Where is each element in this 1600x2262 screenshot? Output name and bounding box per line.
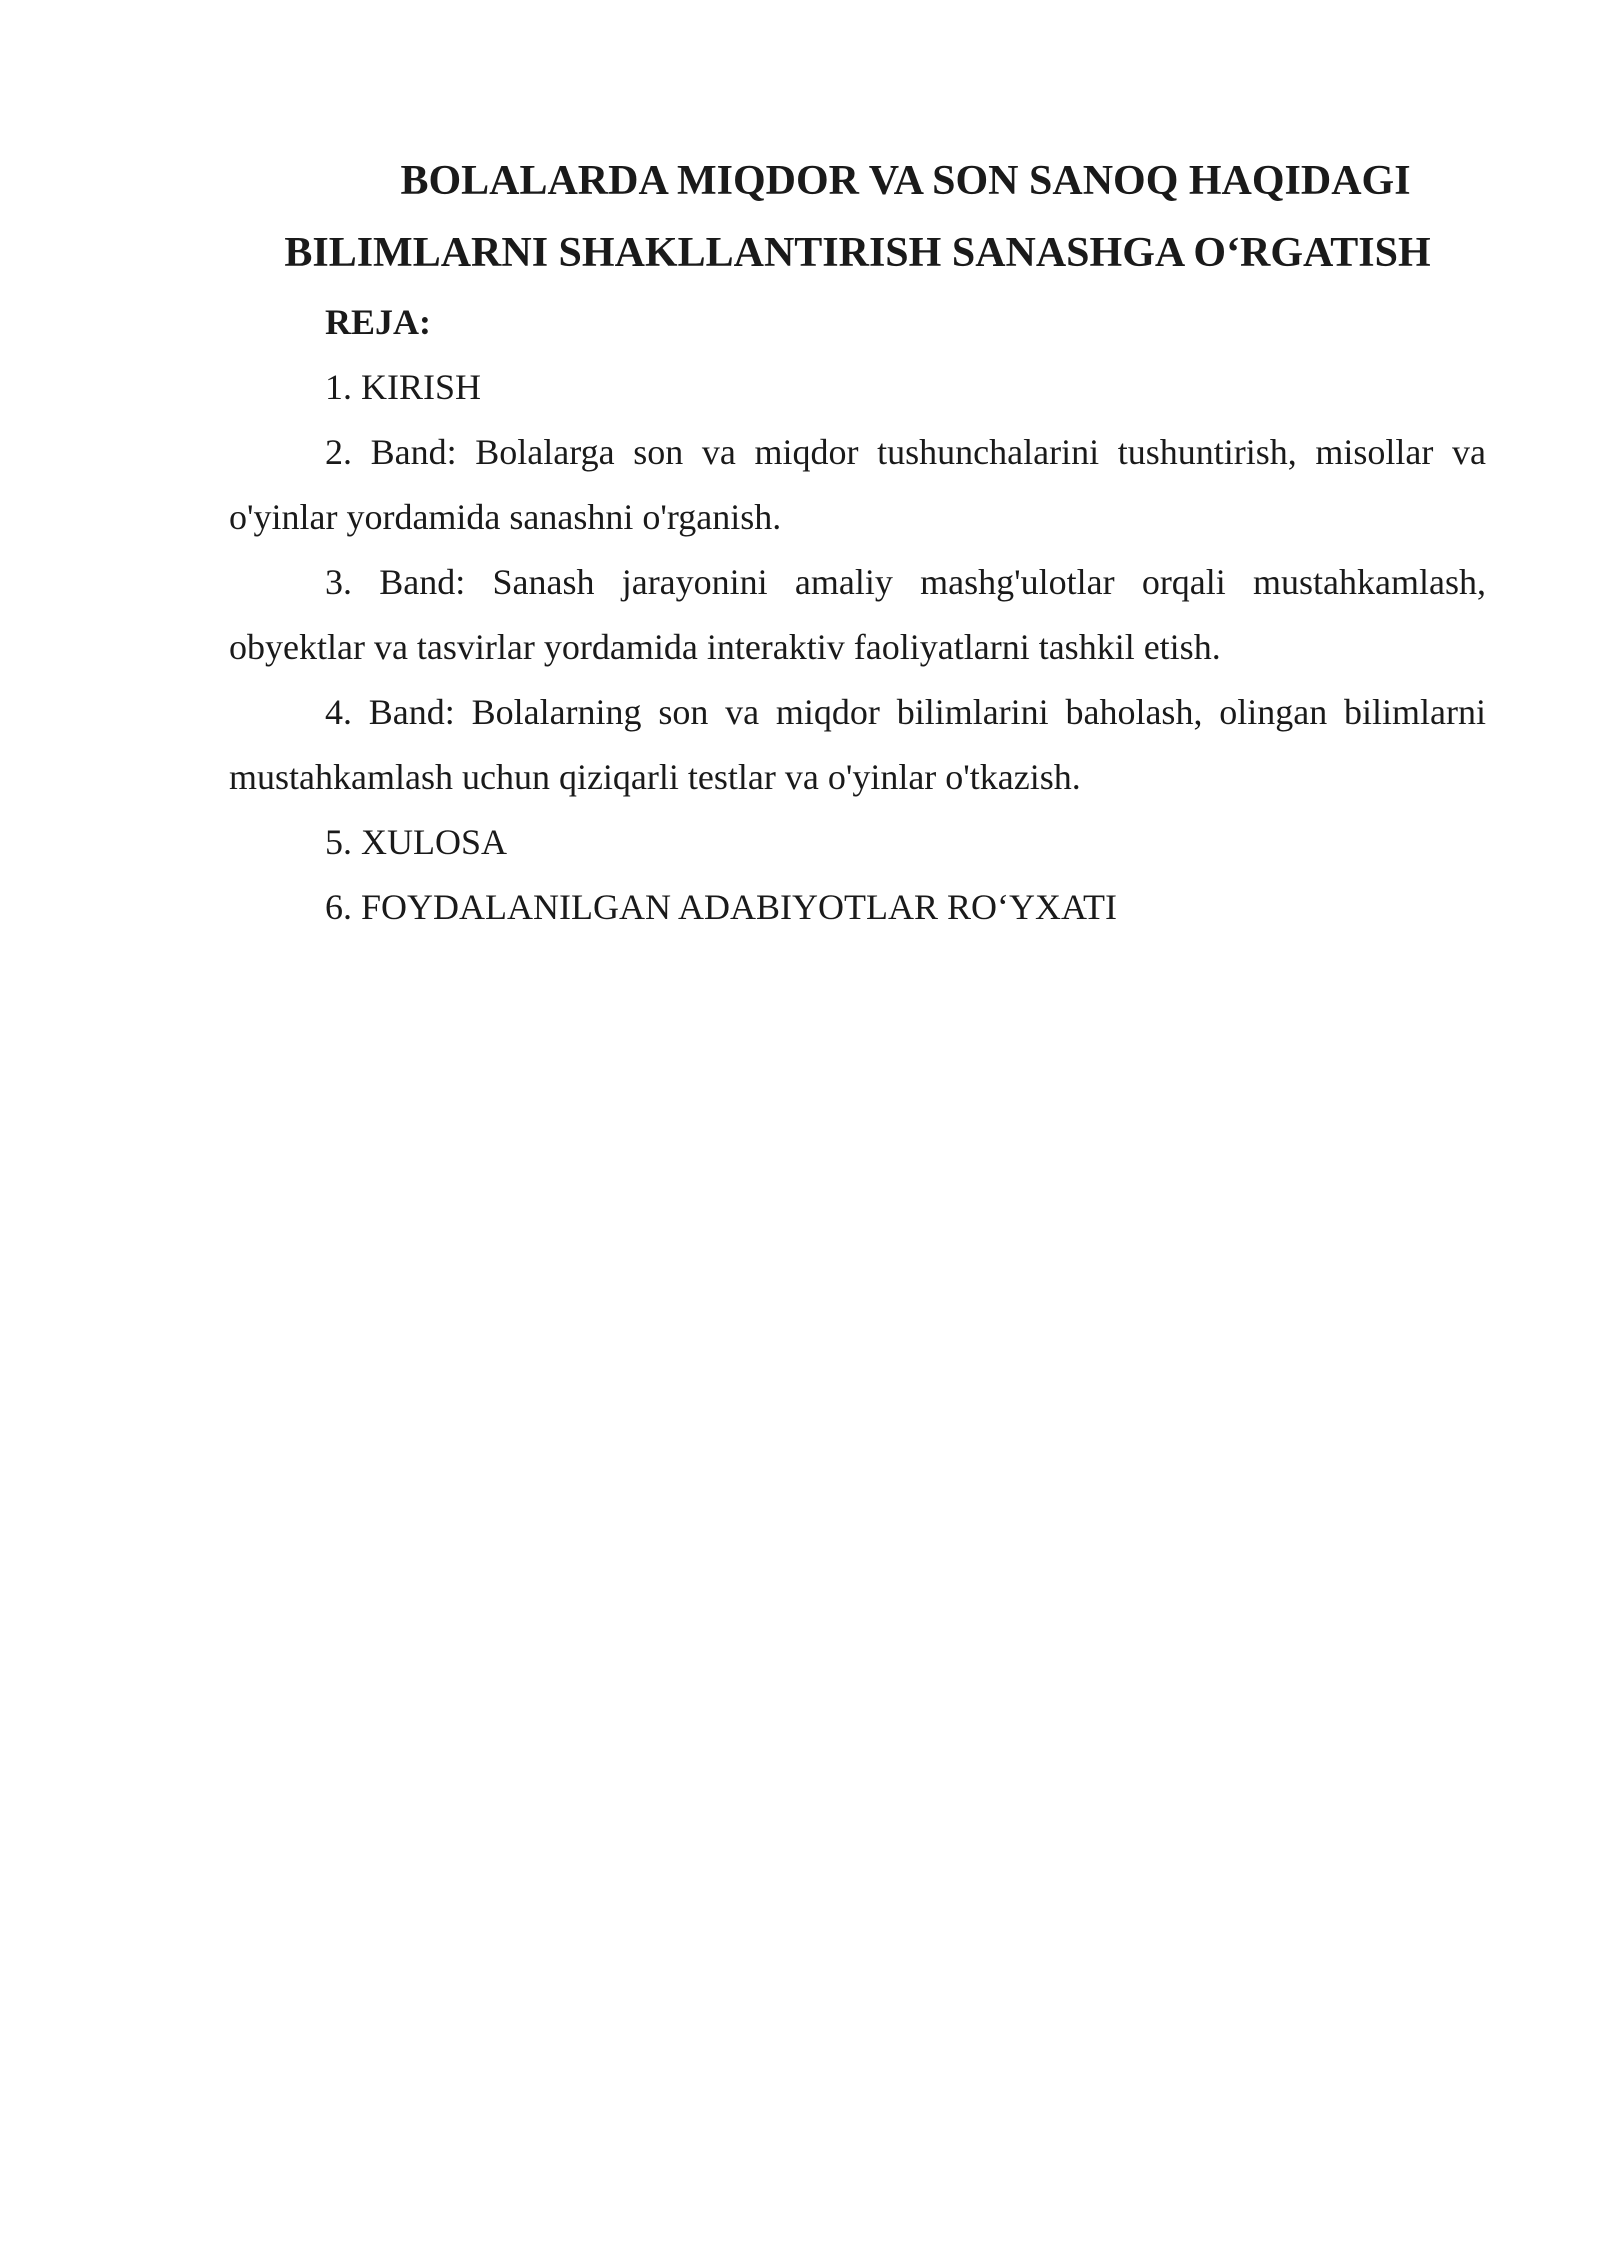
plan-heading: REJA:: [325, 302, 431, 342]
plan-item-section-4: 4. Band: Bolalarning son va miqdor bilimlarini baholash, olingan bilimlarni mustahkamlash uchun qiziqarli testlar va o'yinlar o'tkazish.: [229, 692, 1486, 797]
document-title: [229, 145, 1486, 289]
title-line-2: BILIMLARNI SHAKLLANTIRISH SANASHGA O‘RGATISH: [284, 230, 1431, 276]
plan-item-references: 6. FOYDALANILGAN ADABIYOTLAR RO‘YXATI: [325, 887, 1117, 927]
plan-item-conclusion: 5. XULOSA: [325, 822, 508, 862]
plan-list: [229, 355, 1486, 940]
plan-item-introduction: 1. KIRISH: [325, 367, 482, 407]
plan-item-section-3: 3. Band: Sanash jarayonini amaliy mashg'ulotlar orqali mustahkamlash, obyektlar va tasvirlar yordamida interaktiv faoliyatlarni tashkil etish.: [229, 562, 1486, 667]
title-line-1: BOLALARDA MIQDOR VA SON SANOQ HAQIDAGI: [400, 158, 1411, 204]
plan-item-section-2: 2. Band: Bolalarga son va miqdor tushunchalarini tushuntirish, misollar va o'yinlar yordamida sanashni o'rganish.: [229, 432, 1486, 537]
page-content: [229, 145, 1486, 940]
